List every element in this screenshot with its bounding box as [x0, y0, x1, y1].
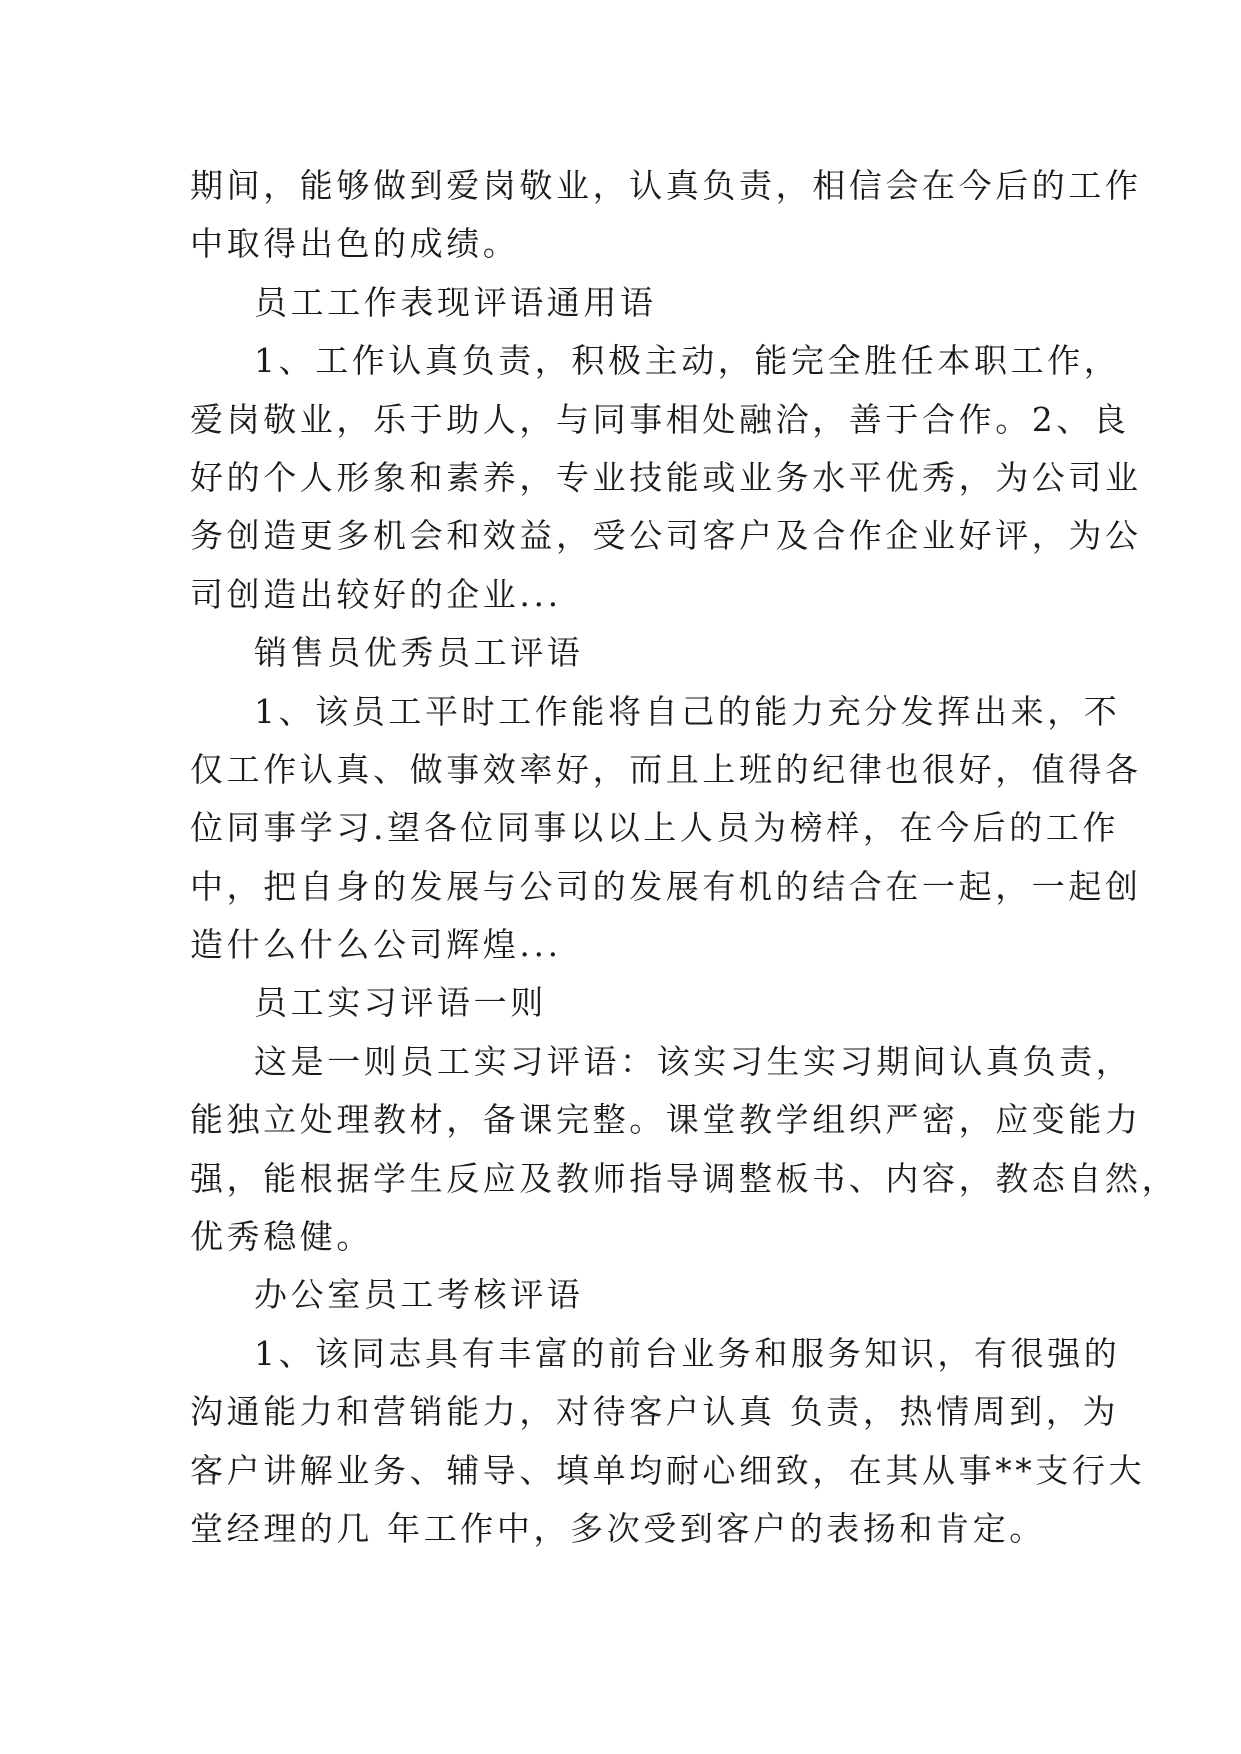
text-line: 这是一则员工实习评语：该实习生实习期间认真负责， [254, 1041, 1133, 1081]
text-line: 能独立处理教材，备课完整。课堂教学组织严密，应变能力 [190, 1100, 1142, 1140]
text-line: 期间，能够做到爱岗敬业，认真负责，相信会在今后的工作 [190, 166, 1142, 205]
text-line: 沟通能力和营销能力，对待客户认真 负责，热情周到，为 [190, 1392, 1120, 1432]
text-line: 客户讲解业务、辅导、填单均耐心细致，在其从事**支行大 [190, 1450, 1146, 1490]
text-line: 销售员优秀员工评语 [254, 633, 584, 673]
text-line: 员工实习评语一则 [254, 983, 547, 1023]
text-line: 位同事学习.望各位同事以以上人员为榜样，在今后的工作 [190, 808, 1120, 848]
text-line: 1、该员工平时工作能将自己的能力充分发挥出来，不 [254, 691, 1121, 731]
text-line: 仅工作认真、做事效率好，而且上班的纪律也很好，值得各 [190, 749, 1142, 789]
text-line: 1、工作认真负责，积极主动，能完全胜任本职工作， [254, 341, 1121, 381]
text-line: 造什么什么公司辉煌... [190, 925, 562, 965]
document-body [190, 157, 1179, 1558]
text-line: 1、该同志具有丰富的前台业务和服务知识，有很强的 [254, 1333, 1121, 1373]
text-line: 办公室员工考核评语 [254, 1275, 584, 1315]
text-line: 好的个人形象和素养，专业技能或业务水平优秀，为公司业 [190, 457, 1142, 497]
text-line: 强，能根据学生反应及教师指导调整板书、内容，教态自然， [190, 1158, 1179, 1198]
text-line: 优秀稳健。 [190, 1217, 373, 1257]
text-line: 爱岗敬业，乐于助人，与同事相处融洽，善于合作。2、良 [190, 399, 1130, 439]
text-line: 务创造更多机会和效益，受公司客户及合作企业好评，为公 [190, 516, 1142, 556]
text-line: 员工工作表现评语通用语 [254, 282, 657, 322]
text-line: 司创造出较好的企业... [190, 574, 562, 614]
text-line: 中，把自身的发展与公司的发展有机的结合在一起，一起创 [190, 866, 1142, 906]
text-line: 中取得出色的成绩。 [190, 224, 520, 264]
text-line: 堂经理的几 年工作中，多次受到客户的表扬和肯定。 [190, 1508, 1046, 1548]
